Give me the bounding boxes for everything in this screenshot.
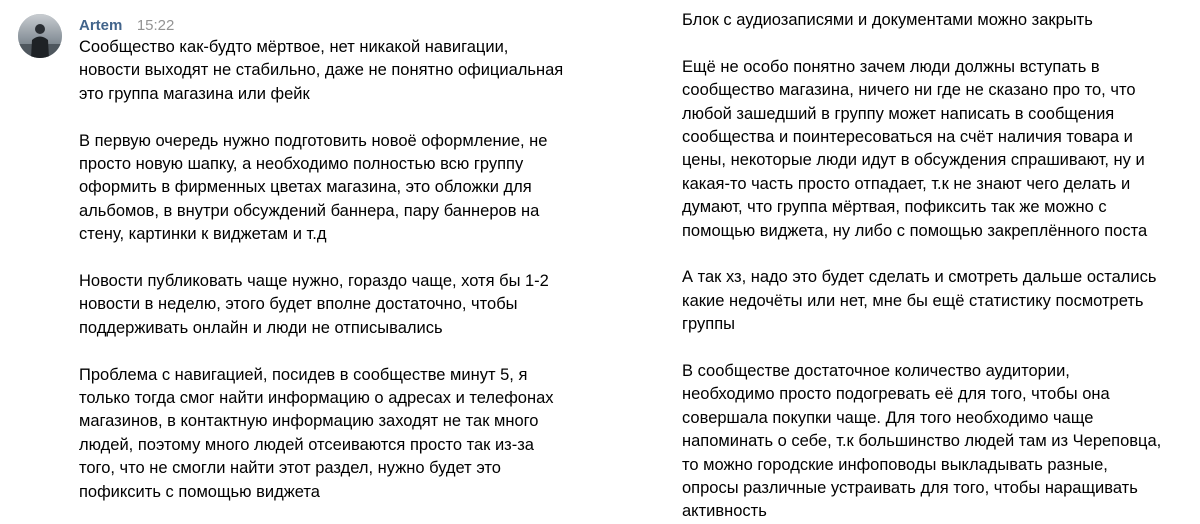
author-name[interactable]: Artem (79, 17, 123, 34)
message-time: 15:22 (136, 17, 175, 34)
paragraph-news-frequency: Новости публиковать чаще нужно, гораздо чаще, хотя бы 1-2 новости в неделю, этого будет вполне достаточно, чтобы поддерживать онлайн и люди не отписывались (79, 272, 549, 337)
paragraph-why-join: Ещё не особо понятно зачем люди должны вступать в сообщество магазина, ничего ни где не сказано про то, что любой зашедший в группу может написать в сообщения сообщества и поинтересоваться на счёт наличия товара и цены, некоторые люди идут в обсуждения спрашивают, ну и какая-то часть просто отпадает, т.к не знают чего делать и думают, что группа мёртвая, пофиксить так же можно с помощью виджета, ну либо с помощью закреплённого поста (682, 57, 1148, 240)
message-column-left (0, 0, 600, 501)
message-column-right (650, 0, 1200, 521)
message-text-left (79, 36, 599, 504)
paragraph-no-navigation: Сообщество как-будто мёртвое, нет никакой навигации, новости выходят не стабильно, даже не понятно официальная это группа магазина или фейк (79, 38, 564, 103)
paragraph-next-steps: А так хз, надо это будет сделать и смотреть дальше остались какие недочёты или нет, мне бы ещё статистику посмотреть группы (682, 268, 1157, 334)
paragraph-close-blocks: Блок с аудиозаписями и документами можно закрыть (682, 11, 1093, 29)
paragraph-audience: В сообществе достаточное количество аудитории, необходимо просто подогревать её для того, чтобы она совершала покупки чаще. Для того необходимо чаще напоминать о себе, т.к большинство людей там из Череповца, то можно городские инфоповоды выкладывать разные, опросы различные устраивать для того, чтобы наращивать активность (682, 362, 1162, 521)
message-header (79, 16, 174, 36)
paragraph-navigation-problem: Проблема с навигацией, посидев в сообществе минут 5, я только тогда смог найти информацию о адресах и телефонах магазинов, в контактную информацию заходят не так много людей, поэтому много людей отсеиваются просто так из-за того, что не смогли найти этот раздел, нужно будет это пофиксить с помощью виджета (79, 365, 554, 501)
paragraph-new-design: В первую очередь нужно подготовить новоё оформление, не просто новую шапку, а необходимо полностью всю группу оформить в фирменных цветах магазина, это обложки для альбомов, в внутри обсуждений баннера, пару баннеров на стену, картинки к виджетам и т.д (79, 131, 548, 244)
message-text-right (682, 9, 1197, 524)
user-photo-icon (18, 14, 62, 58)
avatar[interactable] (18, 14, 62, 58)
